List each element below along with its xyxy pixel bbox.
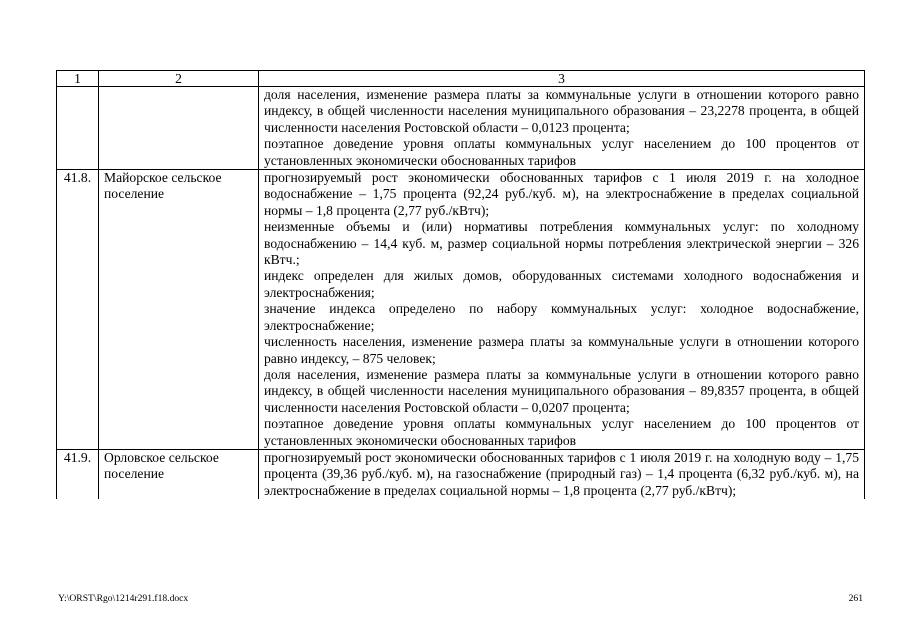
description-paragraph: значение индекса определено по набору коммунальных услуг: холодное водоснабжение, электроснабжение;: [264, 301, 859, 333]
table-row-41-8: [57, 170, 865, 450]
row-number: 41.8.: [57, 170, 99, 450]
header-cell-2: 2: [99, 71, 259, 87]
settlement-name: [99, 87, 259, 170]
description-paragraph: прогнозируемый рост экономически обоснованных тарифов с 1 июля 2019 г. на холодное водоснабжение – 1,75 процента (92,24 руб./куб. м), на электроснабжение в пределах социальной нормы – 1,8 процента (2,77 руб./кВтч);: [264, 170, 859, 218]
footer-page-number: 261: [848, 593, 863, 604]
row-description: [259, 87, 865, 170]
description-paragraph: доля населения, изменение размера платы за коммунальные услуги в отношении которого равно индексу, в общей численности населения муниципального образования – 23,2278 процента, в общей численности населения Ростовской области – 0,0123 процента;: [264, 87, 859, 135]
description-paragraph: прогнозируемый рост экономически обоснованных тарифов с 1 июля 2019 г. на холодную воду – 1,75 процента (39,36 руб./куб. м), на газоснабжение (природный газ) – 1,4 процента (6,32 руб./куб. м), на электроснабжение в пределах социальной нормы – 1,8 процента (2,77 руб./кВтч);: [264, 449, 859, 498]
description-paragraph: доля населения, изменение размера платы за коммунальные услуги в отношении которого равно индексу, в общей численности населения муниципального образования – 89,8357 процента, в общей численности населения Ростовской области – 0,0207 процента;: [264, 366, 859, 415]
description-paragraph: неизменные объемы и (или) нормативы потребления коммунальных услуг: по холодному водоснабжению – 14,4 куб. м, размер социальной нормы потребления электрической энергии – 326 кВтч.;: [264, 219, 859, 268]
row-number: [57, 87, 99, 170]
table-header-row: [57, 71, 865, 87]
header-cell-1: 1: [57, 71, 99, 87]
description-paragraph: поэтапное доведение уровня оплаты коммунальных услуг населением до 100 процентов от установленных экономически обоснованных тарифов: [264, 136, 859, 168]
settlement-name: Майорское сельское поселение: [99, 170, 259, 450]
settlement-name: Орловское сельское поселение: [99, 449, 259, 499]
description-paragraph: численность населения, изменение размера платы за коммунальные услуги в отношении которого равно индексу, – 875 человек;: [264, 334, 859, 366]
table-row-continuation: [57, 87, 865, 170]
footer-file-path: Y:\ORST\Rgo\1214r291.f18.docx: [58, 593, 189, 604]
table-row-41-9: [57, 449, 865, 499]
description-paragraph: индекс определен для жилых домов, оборудованных системами холодного водоснабжения и электроснабжения;: [264, 268, 859, 300]
header-cell-3: 3: [259, 71, 865, 87]
tariff-table: [56, 70, 865, 499]
row-description: [259, 449, 865, 499]
row-number: 41.9.: [57, 449, 99, 499]
row-description: [259, 170, 865, 450]
description-paragraph: поэтапное доведение уровня оплаты коммунальных услуг населением до 100 процентов от установленных экономически обоснованных тарифов: [264, 416, 859, 448]
